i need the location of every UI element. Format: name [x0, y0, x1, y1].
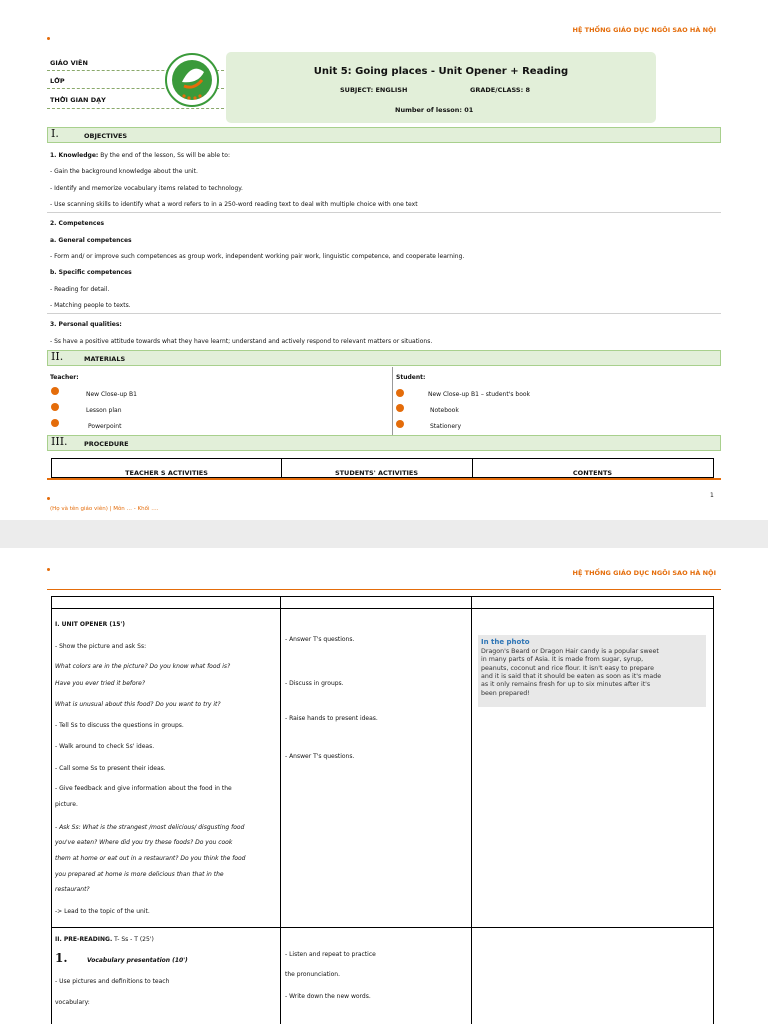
knowledge-text: By the end of the lesson, Ss will be able to: [98, 152, 230, 159]
teacher-activity-line: What is unusual about this food? Do you want to try it? [55, 701, 221, 708]
table-border [280, 596, 281, 1024]
student-material-item: Notebook [430, 407, 459, 414]
knowledge-label: 1. Knowledge: [50, 152, 99, 159]
page-marker-dot [47, 37, 50, 40]
section-title: PROCEDURE [84, 440, 129, 448]
procedure-table-header [51, 458, 714, 478]
teacher-material-item: Powerpoint [88, 423, 122, 430]
teacher-material-item: Lesson plan [86, 407, 122, 414]
teacher-activity-line: vocabulary: [55, 999, 90, 1006]
class-label: LỚP [50, 77, 65, 85]
teacher-activity-line: - Walk around to check Ss' ideas. [55, 743, 155, 750]
teacher-activity-line: - Call some Ss to present their ideas. [55, 765, 166, 772]
specific-competences-label: b. Specific competences [50, 269, 132, 276]
general-competences-label: a. General competences [50, 237, 132, 244]
teacher-activity-line: you prepared at home is more delicious than that in the [55, 871, 224, 878]
teacher-activity-line: - Give feedback and give information about the food in the [55, 785, 232, 792]
bullet-icon [396, 389, 404, 397]
table-border [471, 596, 472, 1024]
knowledge-item: - Identify and memorize vocabulary items related to technology. [50, 185, 243, 192]
footer-rule [47, 478, 721, 480]
student-activity-line: - Write down the new words. [285, 993, 371, 1000]
competences-label: 2. Competences [50, 220, 105, 227]
specific-competence-item: - Matching people to texts. [50, 302, 131, 309]
column-header-students: STUDENTS' ACTIVITIES [334, 469, 419, 477]
student-material-item: Stationery [430, 423, 462, 430]
divider [47, 212, 721, 213]
knowledge-item: - Gain the background knowledge about the unit. [50, 168, 198, 175]
table-border [51, 608, 714, 609]
unit-opener-title: I. UNIT OPENER (15') [55, 621, 126, 628]
student-activity-line: - Discuss in groups. [285, 680, 344, 687]
teacher-activity-line: you've eaten? Where did you try these foods? Do you cook [55, 839, 233, 846]
teacher-activity-line: picture. [55, 801, 78, 808]
lesson-number: Number of lesson: 01 [395, 106, 474, 114]
vocab-title: Vocabulary presentation (10') [87, 957, 188, 964]
table-border [51, 927, 714, 928]
table-border [51, 596, 52, 1024]
school-name: HỆ THỐNG GIÁO DỤC NGÔI SAO HÀ NỘI [572, 26, 716, 34]
teacher-activity-line: - Ask Ss: What is the strangest /most delicious/ disgusting food [55, 824, 245, 831]
teacher-activity-line: - Show the picture and ask Ss: [55, 643, 147, 650]
column-header-teacher: TEACHER S ACTIVITIES [125, 469, 208, 477]
subject: SUBJECT: ENGLISH [340, 86, 408, 94]
bullet-icon [51, 419, 59, 427]
section-numeral: I. [51, 127, 59, 140]
section-title: OBJECTIVES [84, 132, 128, 140]
photo-info-text: Dragon's Beard or Dragon Hair candy is a popular sweet in many parts of Asia. It is made from sugar, syrup, peanuts, coconut and rice flour. It isn't easy to prepare and it is said that it should be eaten as soon as it's made as it only remains fresh for up to six minutes after it's been prepared! [481, 648, 662, 697]
personal-qualities-label: 3. Personal qualities: [50, 321, 122, 328]
bullet-icon [51, 387, 59, 395]
bullet-icon [396, 404, 404, 412]
bullet-icon [396, 420, 404, 428]
photo-info-box [478, 635, 706, 707]
teacher-materials-label: Teacher: [50, 374, 79, 381]
lesson-title-box [226, 52, 656, 123]
teacher-activity-line: - Tell Ss to discuss the questions in groups. [55, 722, 184, 729]
student-material-item: New Close-up B1 – student's book [428, 391, 531, 398]
teacher-activity-line: What colors are in the picture? Do you know what food is? [55, 663, 231, 670]
student-activity-line: - Listen and repeat to practice [285, 951, 376, 958]
header-rule [47, 589, 721, 590]
teacher-activity-line: - Use pictures and definitions to teach [55, 978, 170, 985]
specific-competence-item: - Reading for detail. [50, 286, 110, 293]
prereading-grouping: T- Ss - T (25') [112, 936, 154, 943]
page-marker-dot [47, 568, 50, 571]
page-number: 1 [710, 492, 714, 499]
school-logo-icon [162, 52, 222, 110]
knowledge-item: - Use scanning skills to identify what a word refers to in a 250-word reading text to deal with multiple choice with one text [50, 201, 418, 208]
section-numeral: III. [51, 435, 68, 448]
general-competences-text: - Form and/ or improve such competences as group work, independent working pair work, linguistic competence, and cooperate learning. [50, 253, 465, 260]
teacher-label: GIÁO VIÊN [50, 59, 88, 67]
prereading-title [55, 937, 154, 943]
personal-qualities-text: - Ss have a positive attitude towards what they have learnt; understand and actively respond to relevant matters or situations. [50, 338, 433, 345]
student-activity-line: - Answer T's questions. [285, 636, 355, 643]
divider [47, 313, 721, 314]
teacher-activity-line: them at home or eat out in a restaurant? Do you think the food [55, 855, 246, 862]
teaching-time-label: THỜI GIAN DẠY [50, 96, 106, 104]
student-activity-line: - Answer T's questions. [285, 753, 355, 760]
prereading-label: II. PRE-READING. [55, 936, 113, 943]
teacher-activity-line: Have you ever tried it before? [55, 680, 146, 687]
column-divider [392, 367, 393, 435]
vocab-number: 1. [55, 951, 68, 965]
student-materials-label: Student: [396, 374, 426, 381]
grade-class: GRADE/CLASS: 8 [470, 86, 530, 94]
page-marker-dot [47, 497, 50, 500]
table-border [51, 596, 714, 597]
student-activity-line: - Raise hands to present ideas. [285, 715, 378, 722]
teacher-activity-line: restaurant? [55, 886, 90, 893]
table-border [713, 596, 714, 1024]
bullet-icon [51, 403, 59, 411]
section-numeral: II. [51, 350, 64, 363]
column-header-contents: CONTENTS [572, 469, 613, 477]
section-title: MATERIALS [84, 355, 126, 363]
student-activity-line: the pronunciation. [285, 971, 341, 978]
section-materials [47, 350, 721, 366]
section-procedure [47, 435, 721, 451]
teacher-material-item: New Close-up B1 [86, 391, 137, 398]
knowledge-line [50, 152, 230, 159]
footer-teacher-info: (Họ và tên giáo viên) | Môn … - Khối …. [50, 506, 159, 512]
lesson-title: Unit 5: Going places - Unit Opener + Reading [313, 66, 569, 77]
section-objectives [47, 127, 721, 143]
school-name: HỆ THỐNG GIÁO DỤC NGÔI SAO HÀ NỘI [572, 569, 716, 577]
photo-info-title: In the photo [481, 638, 530, 646]
teacher-activity-line: -> Lead to the topic of the unit. [55, 908, 150, 915]
